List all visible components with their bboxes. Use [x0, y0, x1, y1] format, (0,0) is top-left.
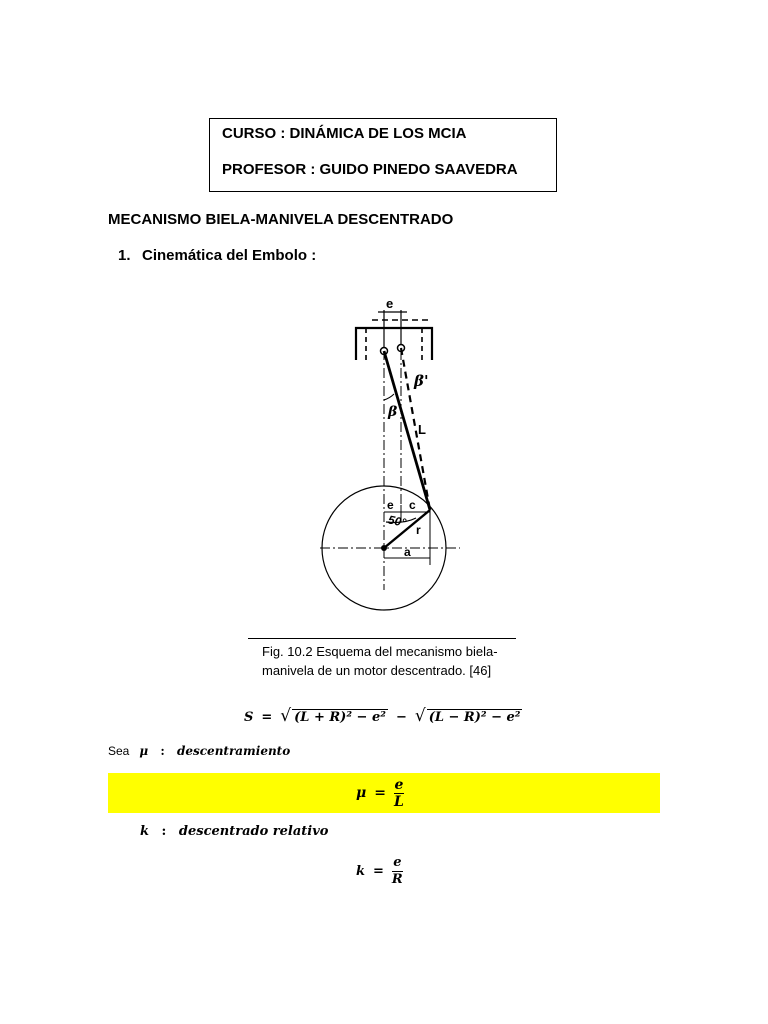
eq-s-term1: (L + R)² − e² — [294, 710, 386, 725]
beta-arc — [384, 394, 394, 400]
label-L: L — [418, 422, 426, 437]
k-definition: descentrado relativo — [178, 824, 329, 839]
subsection-heading — [118, 247, 316, 264]
definition-k: k : descentrado relativo — [140, 824, 329, 839]
eq-mu-numerator: e — [394, 776, 404, 793]
eq-k-fraction — [392, 855, 403, 888]
mechanism-diagram — [300, 290, 480, 625]
section-title: MECANISMO BIELA-MANIVELA DESCENTRADO — [108, 211, 454, 228]
eq-k-lhs: k — [356, 863, 366, 879]
piston-outline — [356, 320, 432, 360]
definition-mu: Sea μ : descentramiento — [108, 744, 291, 758]
equation-s: S = √ (L + R)² − e² − √ (L − R)² − e² — [244, 706, 521, 726]
label-angle: 50° — [386, 512, 408, 530]
subsection-number: 1. — [118, 247, 131, 264]
label-c: c — [409, 498, 416, 512]
label-beta-prime: β' — [414, 372, 429, 390]
label-e-low: e — [387, 498, 394, 512]
caption-line-2: manivela de un motor descentrado. [46] — [262, 663, 492, 678]
equation-mu: μ = $\frac{e}{L}$ — [356, 776, 404, 810]
mu-symbol: μ — [139, 744, 149, 758]
eq-k-numerator: e — [393, 854, 402, 870]
course-info-box — [209, 118, 557, 192]
subsection-title: Cinemática del Embolo : — [142, 247, 317, 264]
label-e-top: e — [386, 296, 394, 311]
sea-word: Sea — [108, 744, 130, 758]
eq-s-minus: − — [395, 710, 407, 725]
centerlines — [320, 350, 460, 590]
equation-k: k = $\frac{e}{R}$ — [356, 854, 403, 887]
eq-mu-lhs: μ — [356, 785, 367, 801]
eq-mu-denominator: L — [393, 793, 404, 810]
crank-center — [381, 545, 387, 551]
label-a: a — [404, 545, 411, 559]
professor-name: PROFESOR : GUIDO PINEDO SAAVEDRA — [222, 161, 518, 178]
k-symbol: k — [140, 824, 150, 839]
caption-rule — [248, 638, 516, 639]
label-beta: β — [388, 404, 398, 420]
eq-s-lhs: S — [244, 710, 254, 725]
course-title: CURSO : DINÁMICA DE LOS MCIA — [222, 125, 467, 142]
eq-k-denominator: R — [391, 871, 403, 887]
offset-dimension-top — [378, 310, 407, 350]
mu-definition: descentramiento — [176, 744, 291, 758]
eq-mu-fraction — [394, 777, 404, 810]
eq-s-term2: (L − R)² − e² — [428, 710, 521, 725]
label-r: r — [416, 523, 421, 537]
caption-line-1: Fig. 10.2 Esquema del mecanismo biela- — [262, 644, 498, 659]
figure-caption — [262, 642, 524, 680]
